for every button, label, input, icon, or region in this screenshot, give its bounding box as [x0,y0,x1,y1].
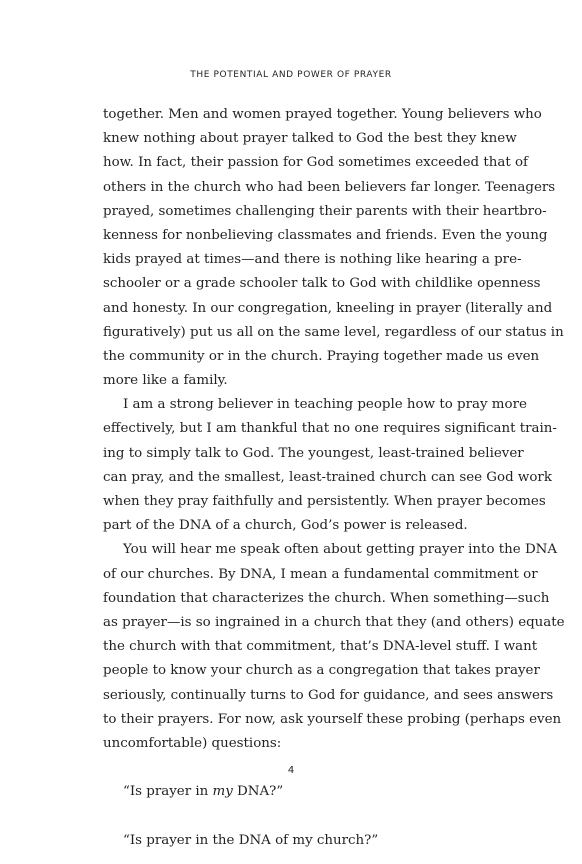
text-line: people to know your church as a congregation that takes prayer [103,663,540,679]
paragraph-3 [103,538,565,756]
text-line: the church with that commitment, that’s DNA-level stuff. I want [103,639,538,655]
paragraph-2 [103,393,557,538]
running-head: THE POTENTIAL AND POWER OF PRAYER [190,70,392,80]
question-1 [103,780,481,804]
text-line: uncomfortable) questions: [103,735,282,751]
paragraph-1 [103,103,564,393]
text-line: You will hear me speak often about getting prayer into the DNA [123,542,558,558]
body-text [103,103,565,853]
text-line: I am a strong believer in teaching people how to pray more [123,397,527,413]
text-line: prayed, sometimes challenging their parents with their heartbro- [103,203,547,219]
page-number: 4 [287,765,295,776]
text-line: when they pray faithfully and persistently. When prayer becomes [103,494,546,509]
text-line: kids prayed at times—and there is nothing like hearing a pre- [103,252,522,268]
text-line: part of the DNA of a church, God’s power is released. [103,518,468,534]
text-line: can pray, and the smallest, least-trained church can see God work [103,469,552,485]
text-line: how. In fact, their passion for God sometimes exceeded that of [103,155,528,171]
text-line: knew nothing about prayer talked to God the best they knew [103,131,517,147]
text-line: kenness for nonbelieving classmates and friends. Even the young [103,227,548,243]
text-line: effectively, but I am thankful that no one requires significant train- [103,421,557,437]
blank-line [103,804,481,828]
text-line: seriously, continually turns to God for guidance, and sees answers [103,687,554,703]
text-line: schooler or a grade schooler talk to God with childlike openness [103,276,541,292]
text-line: figuratively) put us all on the same level, regardless of our status in [103,324,564,340]
question-1-before: “Is prayer in [123,784,213,800]
question-1-emphasis: my [212,784,233,800]
question-2: “Is prayer in the DNA of my church?” [123,832,379,848]
text-line: of our churches. By DNA, I mean a fundamental commitment or [103,566,538,582]
text-line: others in the church who had been believers far longer. Teenagers [103,179,556,195]
text-line: to their prayers. For now, ask yourself these probing (perhaps even [103,711,562,727]
question-1-after: DNA?” [232,784,284,800]
text-line: ing to simply talk to God. The youngest, least-trained believer [103,445,524,461]
text-line: and honesty. In our congregation, kneeling in prayer (literally and [103,300,553,316]
text-line: the community or in the church. Praying together made us even [103,348,540,364]
text-line: more like a family. [103,373,228,389]
text-line: as prayer—is so ingrained in a church that they (and others) equate [103,614,565,630]
text-line: together. Men and women prayed together. Young believers who [103,107,542,122]
text-line: foundation that characterizes the church. When something—such [103,590,550,606]
